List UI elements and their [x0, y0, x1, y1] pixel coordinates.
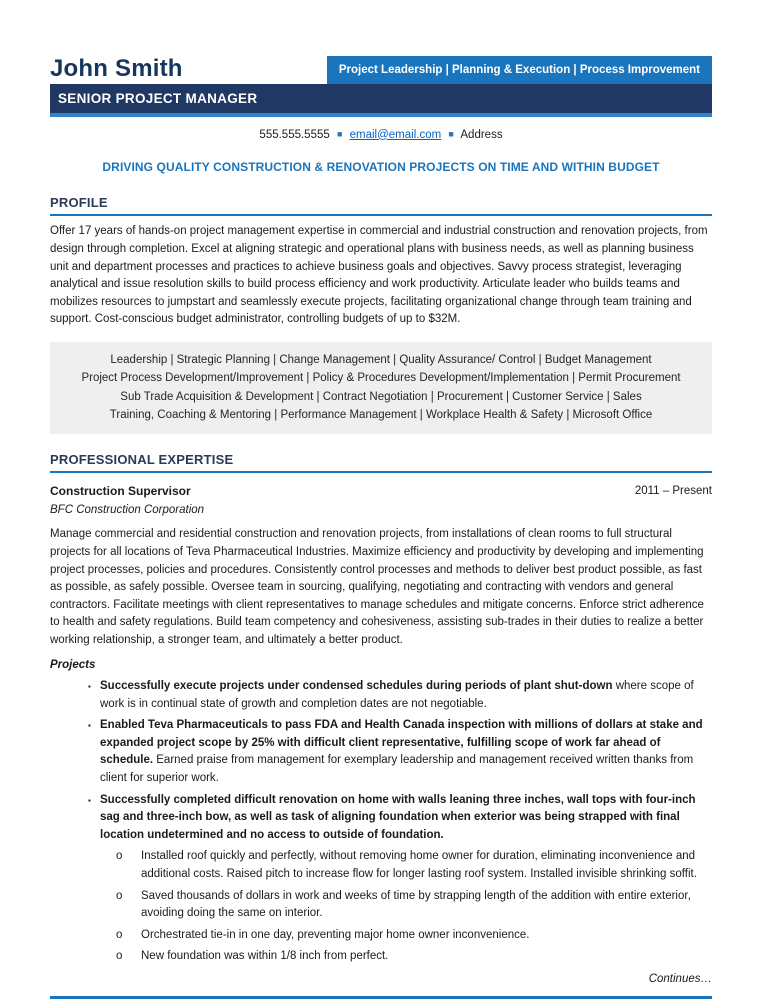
o-bullet-icon: o: [116, 950, 123, 963]
job-header-row: [50, 483, 712, 501]
skills-line: Leadership | Strategic Planning | Change Management | Quality Assurance/ Control | Budget Management: [110, 353, 652, 366]
o-bullet-icon: o: [116, 928, 123, 941]
bullet-bold-lead: Successfully execute projects under condensed schedules during periods of plant shut-down: [100, 680, 613, 693]
header: [50, 56, 712, 84]
footer-divider: [50, 996, 712, 999]
project-bullet: [50, 678, 712, 713]
square-separator-icon: ■: [448, 128, 454, 139]
sub-bullet: [100, 848, 712, 883]
bullet-text: [100, 717, 712, 787]
sub-bullet: [100, 888, 712, 923]
bullet-rest: Earned praise from management for exemplary leadership and management received written thanks from client for superior work.: [100, 754, 694, 785]
bullet-text: [100, 792, 712, 966]
o-bullet-icon: o: [116, 889, 123, 902]
skills-line: Project Process Development/Improvement | Policy & Procedures Development/Implementation | Permit Procurement: [81, 372, 681, 385]
continues-label: Continues…: [648, 973, 712, 985]
project-bullet-list: [50, 678, 712, 966]
sub-bullet-list: [100, 848, 712, 966]
bullet-bold-lead: Successfully completed difficult renovation on home with walls leaning three inches, wall tops with four-inch sag and three-inch bow, as well as task of aligning foundation when exterior was being strapped with final location undetermined and no access to outside of foundation.: [100, 793, 696, 841]
address-text: Address: [460, 128, 503, 141]
job-title: Construction Supervisor: [50, 484, 191, 499]
sub-bullet: [100, 948, 712, 966]
job-dates: 2011 – Present: [634, 485, 712, 498]
bullet-text: [100, 678, 712, 713]
phone-number: 555.555.5555: [259, 128, 330, 141]
email-link[interactable]: email@email.com: [349, 128, 442, 141]
profile-paragraph: Offer 17 years of hands-on project management expertise in commercial and industrial construction and renovation projects, from design through completion. Excel at aligning strategic and operational plans with business needs, as well as planning business unit and department processes and practices to achieve business goals and objectives. Savvy process strategist, leveraging analytical and issue resolution skills to build process efficiency and work productivity. Articulate leader who builds teams and mobilizes resources to jumpstart and seamlessly execute projects, facilitating organizational change through team training and support. Cost-conscious budget administrator, controlling budgets of up to $32M.: [50, 225, 708, 326]
bullet-bold-lead: Enabled Teva Pharmaceuticals to pass FDA and Health Canada inspection with millions of dollars at stake and expanded project scope by 25% with difficult client representative, fulfilling scope of work far ahead of schedule.: [100, 719, 703, 767]
square-bullet-icon: ▪: [88, 682, 91, 692]
square-bullet-icon: ▪: [88, 721, 91, 731]
square-bullet-icon: ▪: [88, 795, 91, 805]
job-title-bar: SENIOR PROJECT MANAGER: [50, 84, 712, 117]
sub-bullet-text: Installed roof quickly and perfectly, without removing home owner for duration, eliminating inconvenience and additional costs. Raised pitch to increase flow for longer lasting roof system. Installed invisible shrinking soffit.: [141, 850, 697, 881]
candidate-name: John Smith: [50, 55, 183, 82]
sub-bullet-text: New foundation was within 1/8 inch from perfect.: [141, 950, 389, 963]
square-separator-icon: ■: [336, 128, 343, 139]
o-bullet-icon: o: [116, 850, 123, 863]
sub-bullet-text: Saved thousands of dollars in work and weeks of time by strapping length of the addition with entire exterior, avoiding doing the same on interior.: [141, 889, 691, 920]
project-bullet: [50, 717, 712, 787]
section-heading-profile: PROFILE: [50, 194, 712, 217]
tagline-banner: Project Leadership | Planning & Execution | Process Improvement: [327, 56, 712, 84]
headline: DRIVING QUALITY CONSTRUCTION & RENOVATION PROJECTS ON TIME AND WITHIN BUDGET: [102, 160, 660, 175]
job-summary-paragraph: Manage commercial and residential construction and renovation projects, from installations of clean rooms to full structural projects for all locations of Teva Pharmaceutical Industries. Maximize efficiency and productivity by developing and implementing project processes, policies and procedures. Consistently control processes and methods to deliver best product possible, as fast as possible, as safely possible. Oversee team in sourcing, qualifying, negotiating and contracting with vendors and general contractors. Facilitate meetings with client representatives to manage schedules and mitigate concerns. Enforce strict adherence to health and safety regulations. Build team competency and cohesiveness, assisting sub-trades in their duties to realize a better working relationship, a stronger team, and ultimately a better product.: [50, 528, 704, 646]
skills-line: Sub Trade Acquisition & Development | Contract Negotiation | Procurement | Customer Service | Sales: [120, 390, 642, 403]
company-name: BFC Construction Corporation: [50, 503, 205, 516]
skills-line: Training, Coaching & Mentoring | Performance Management | Workplace Health & Safety | Microsoft Office: [109, 409, 653, 422]
contact-line: [50, 126, 712, 145]
sub-bullet-text: Orchestrated tie-in in one day, preventing major home owner inconvenience.: [141, 928, 530, 941]
section-heading-professional-expertise: PROFESSIONAL EXPERTISE: [50, 451, 712, 474]
bullet-rest: where scope of work is in continual state of growth and completion dates are not negotiable.: [100, 680, 694, 710]
skills-keyword-box: [50, 342, 712, 434]
project-bullet: [50, 792, 712, 966]
sub-bullet: [100, 927, 712, 945]
projects-label: Projects: [50, 658, 96, 671]
